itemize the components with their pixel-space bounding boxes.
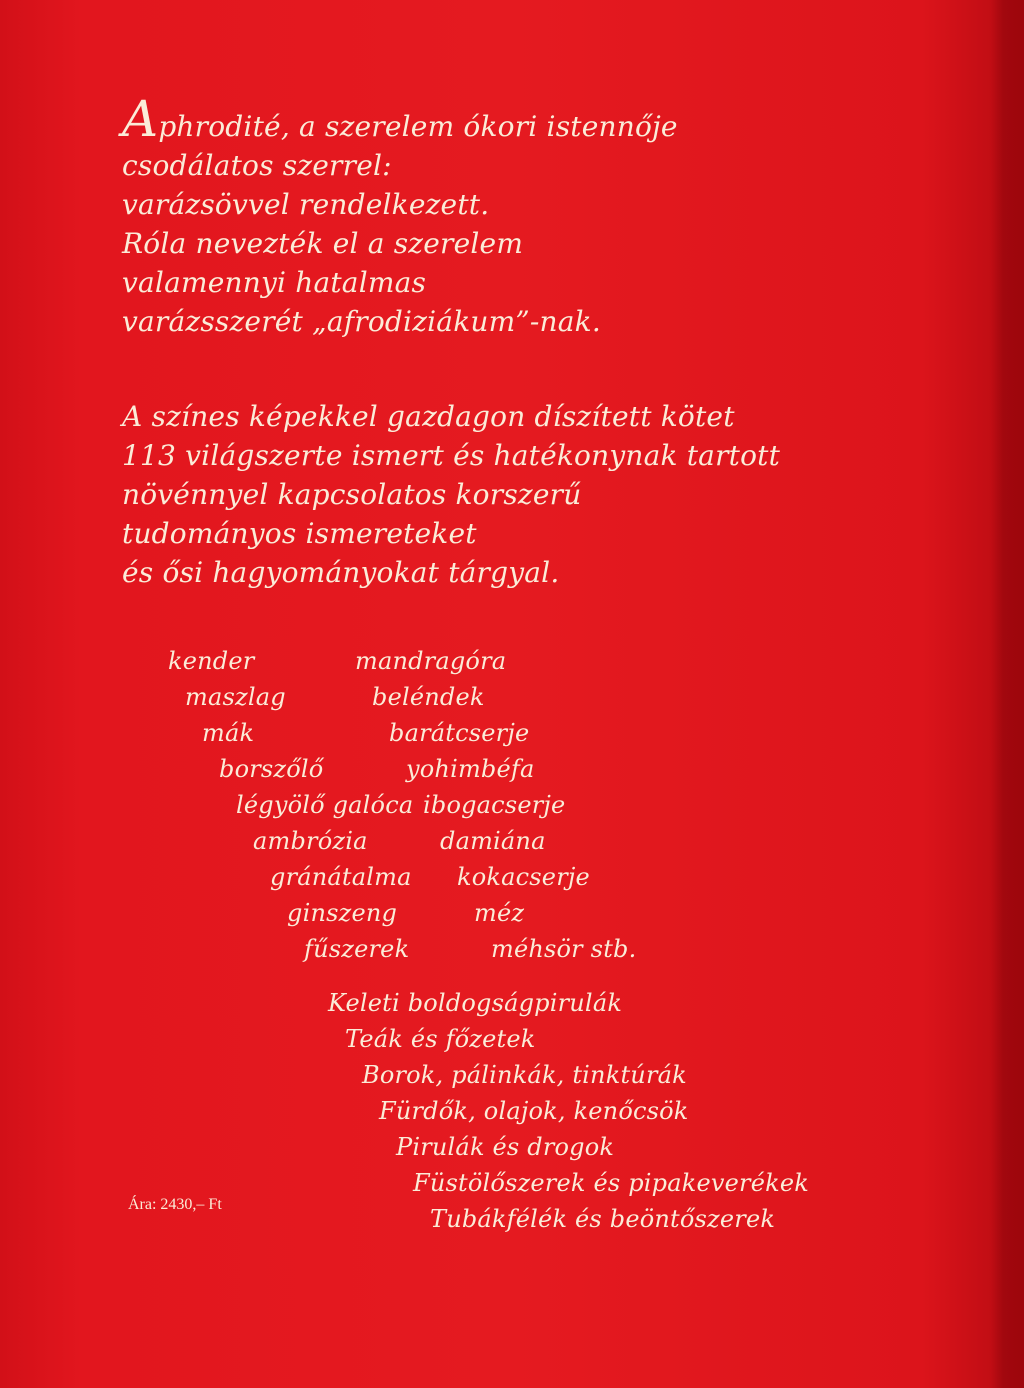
plant-right-item: yohimbéfa [406,755,535,783]
description-line-5: és ősi hagyományokat tárgyal. [122,556,560,589]
price-label: Ára: 2430,– Ft [128,1196,222,1213]
intro-line-1 [122,90,678,148]
plant-left-item: gránátalma [270,863,412,891]
topic-item: Fürdők, olajok, kenőcsök [379,1097,689,1125]
plant-right-item: damiána [440,827,546,855]
intro-line-3: varázsövvel rendelkezett. [122,188,490,221]
cover-edge-shadow [990,0,1024,1388]
topic-item: Pirulák és drogok [396,1133,615,1161]
intro-line-1-text: phrodité, a szerelem ókori istennője [158,110,678,143]
plant-left-item: kender [168,647,255,675]
plant-left-item: borszőlő [219,755,324,783]
plant-right-item: mandragóra [355,647,507,675]
topic-item: Borok, pálinkák, tinktúrák [362,1061,687,1089]
plant-right-item: kokacserje [457,863,590,891]
description-line-4: tudományos ismereteket [122,517,477,550]
description-paragraph [122,397,780,592]
topic-item: Tubákfélék és beöntőszerek [430,1205,776,1233]
intro-line-2: csodálatos szerrel: [122,149,392,182]
plant-left-item: fűszerek [304,935,410,963]
plant-left-item: légyölő galóca [236,791,414,819]
plant-right-item: ibogacserje [423,791,566,819]
plant-right-item: barátcserje [389,719,530,747]
topic-item: Keleti boldogságpirulák [328,989,623,1017]
plant-right-item: méhsör stb. [491,935,637,963]
intro-paragraph [122,90,678,341]
description-line-3: növénnyel kapcsolatos korszerű [122,478,582,511]
plant-right-item: méz [474,899,525,927]
intro-line-6: varázsszerét „afrodiziákum”-nak. [122,305,601,338]
intro-line-4: Róla nevezték el a szerelem [122,227,524,260]
intro-line-5: valamennyi hatalmas [122,266,427,299]
drop-cap: A [122,90,159,148]
plant-right-item: beléndek [372,683,485,711]
plant-left-item: mák [202,719,255,747]
plant-left-item: ambrózia [253,827,368,855]
description-line-2: 113 világszerte ismert és hatékonynak tartott [122,439,781,472]
topic-item: Teák és főzetek [345,1025,536,1053]
topic-item: Füstölőszerek és pipakeverékek [413,1169,809,1197]
plant-left-item: ginszeng [287,899,398,927]
description-line-1: A színes képekkel gazdagon díszített kötet [122,400,735,433]
plant-left-item: maszlag [185,683,286,711]
